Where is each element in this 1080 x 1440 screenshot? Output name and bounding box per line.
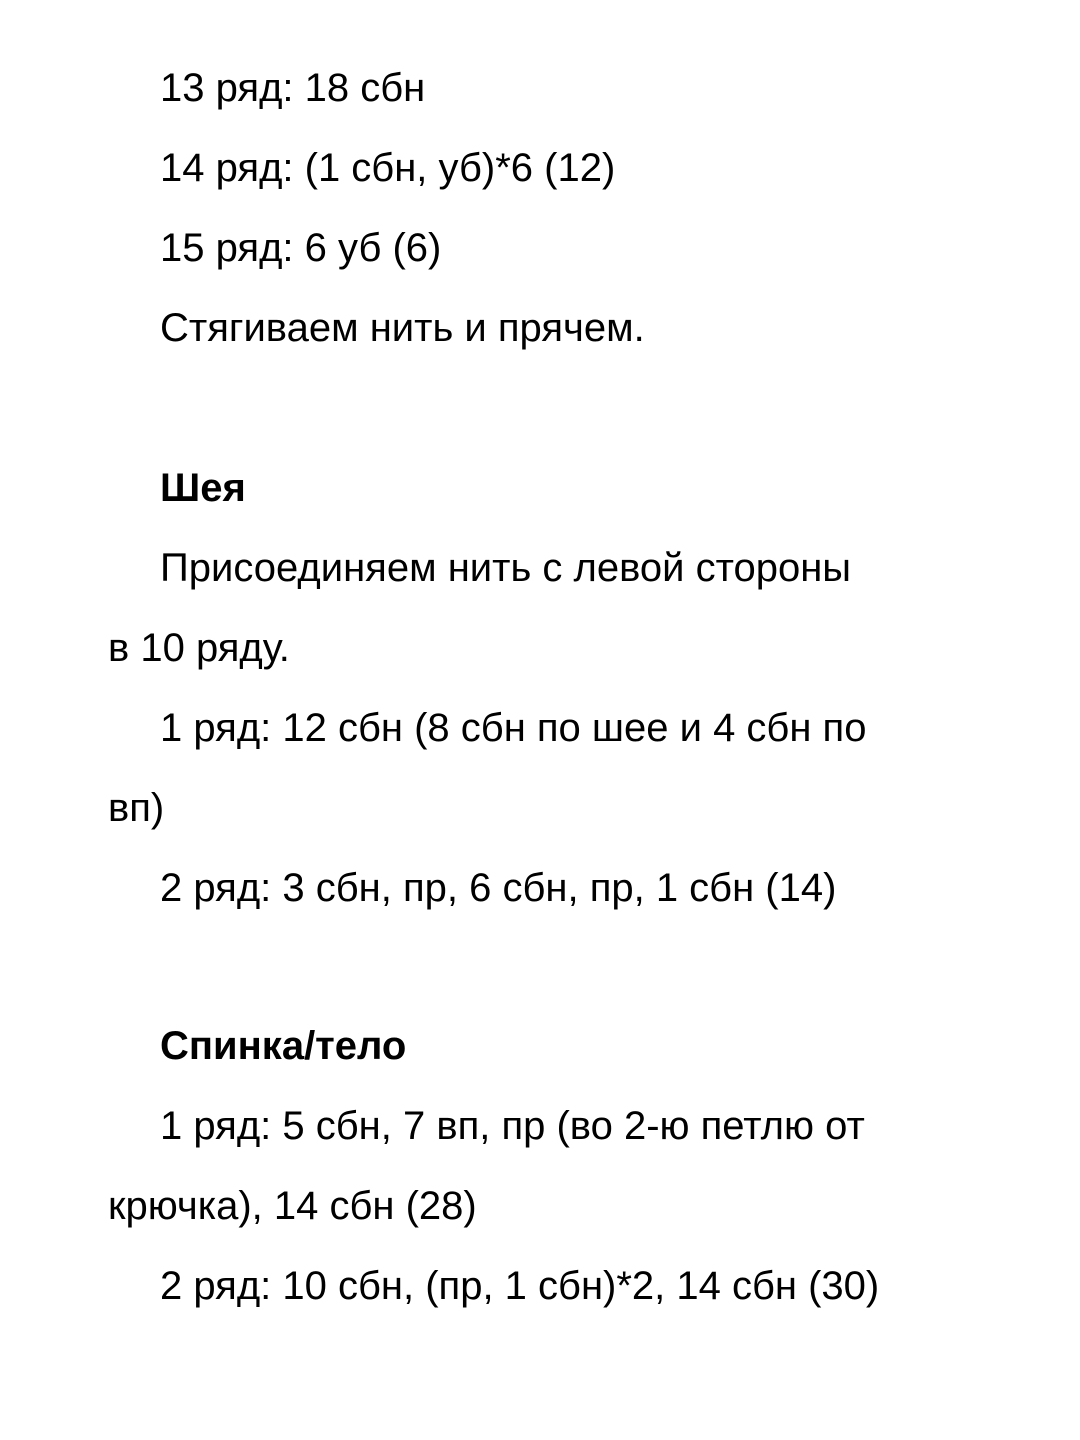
back-heading: Спинка/тело: [160, 1024, 407, 1068]
row-15-line: 15 ряд: 6 уб (6): [160, 226, 442, 270]
neck-row-1-line-1: 1 ряд: 12 сбн (8 сбн по шее и 4 сбн по: [160, 706, 867, 750]
neck-row-2-line: 2 ряд: 3 сбн, пр, 6 сбн, пр, 1 сбн (14): [160, 866, 837, 910]
neck-row-1-line-2: вп): [108, 786, 165, 830]
back-row-2-line: 2 ряд: 10 сбн, (пр, 1 сбн)*2, 14 сбн (30): [160, 1264, 880, 1308]
back-row-1-line-2: крючка), 14 сбн (28): [108, 1184, 477, 1228]
back-row-1-line-1: 1 ряд: 5 сбн, 7 вп, пр (во 2-ю петлю от: [160, 1104, 865, 1148]
row-14-line: 14 ряд: (1 сбн, уб)*6 (12): [160, 146, 616, 190]
neck-intro-line-1: Присоединяем нить с левой стороны: [160, 546, 852, 590]
finish-instruction-line: Стягиваем нить и прячем.: [160, 306, 645, 350]
row-13-line: 13 ряд: 18 сбн: [160, 66, 426, 110]
neck-intro-line-2: в 10 ряду.: [108, 626, 290, 670]
neck-heading: Шея: [160, 466, 246, 510]
